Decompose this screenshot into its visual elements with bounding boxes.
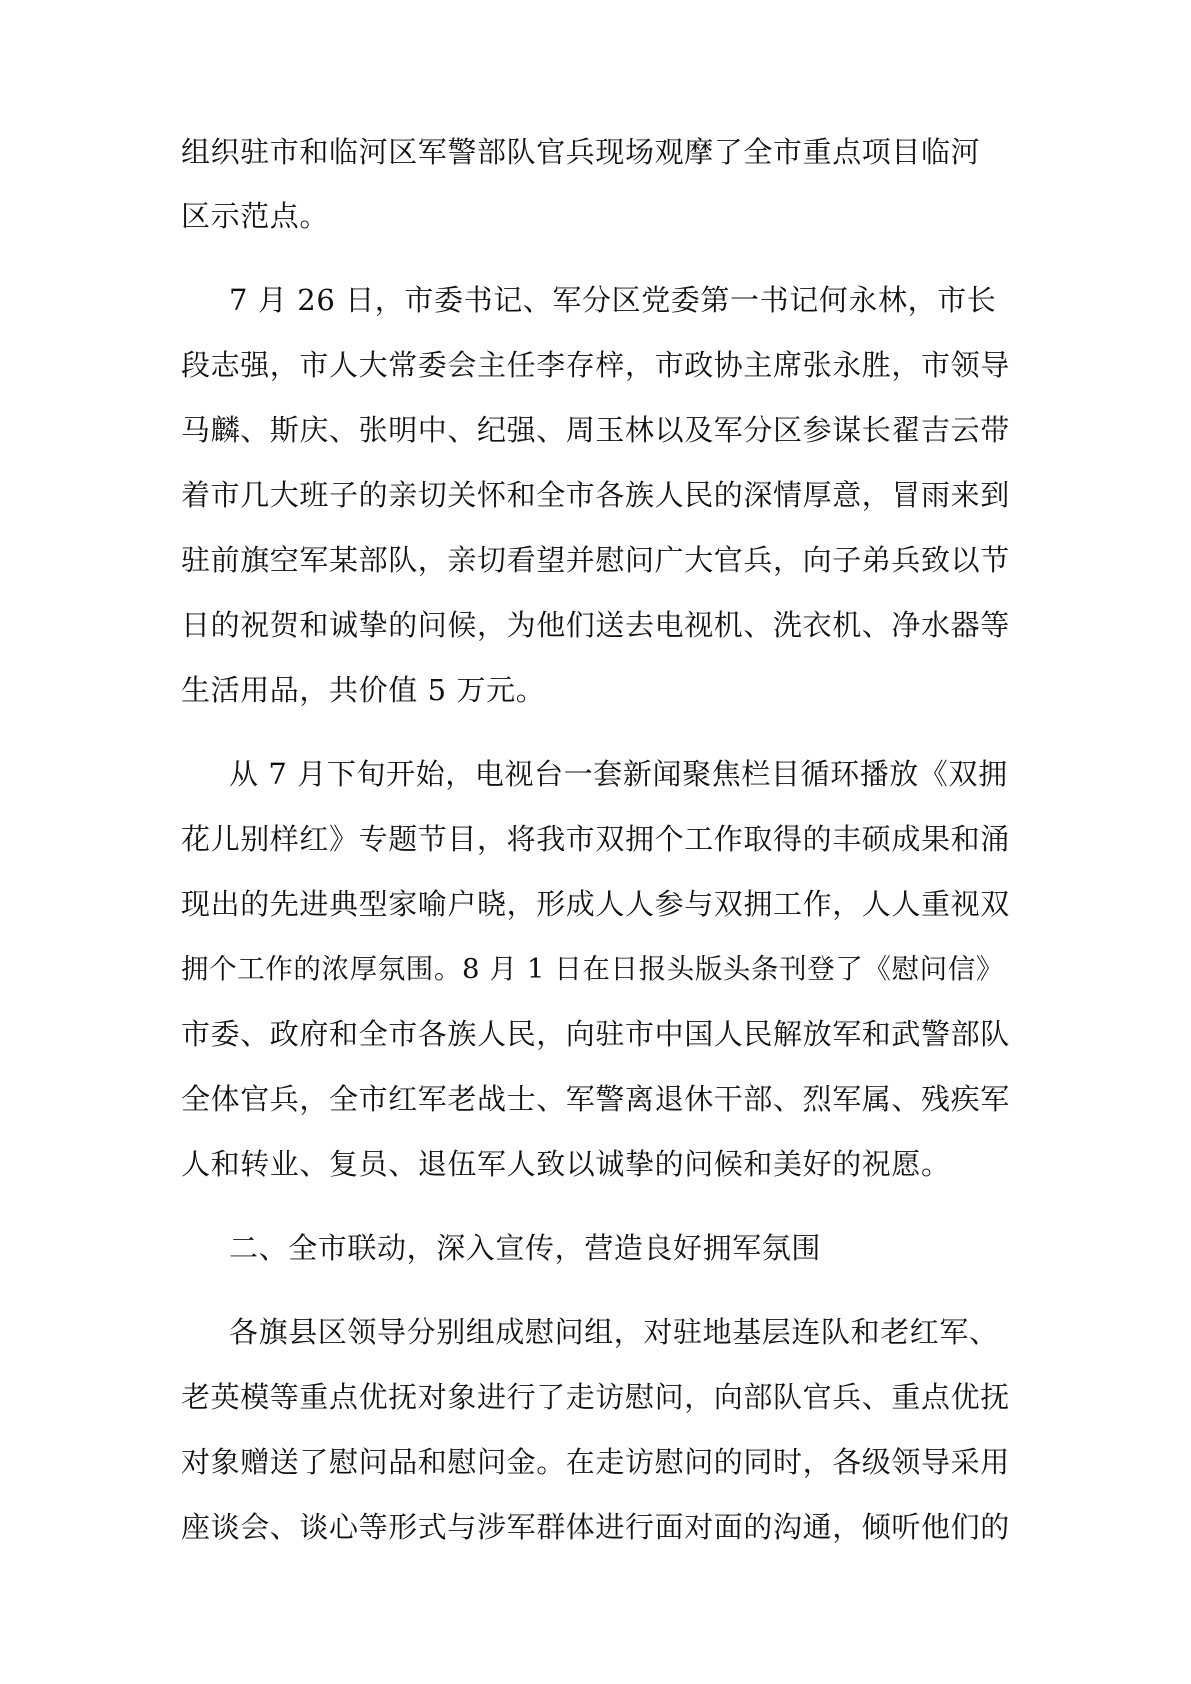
text-line: 市委、政府和全市各族人民，向驻市中国人民解放军和武警部队 [181, 1017, 1010, 1051]
text-line: 日的祝贺和诚挚的问候，为他们送去电视机、洗衣机、净水器等 [181, 608, 1010, 642]
text-line: 座谈会、谈心等形式与涉军群体进行面对面的沟通，倾听他们的 [181, 1510, 1010, 1544]
text-line: 花儿别样红》专题节目，将我市双拥个工作取得的丰硕成果和涌 [181, 822, 1010, 856]
text-line: 老英模等重点优抚对象进行了走访慰问，向部队官兵、重点优抚 [181, 1380, 1010, 1414]
text-line: 生活用品，共价值 5 万元。 [181, 673, 546, 707]
text-line: 全体官兵，全市红军老战士、军警离退休干部、烈军属、残疾军 [181, 1082, 1010, 1116]
text-line: 现出的先进典型家喻户晓，形成人人参与双拥工作，人人重视双 [181, 887, 1010, 921]
text-line: 从 7 月下旬开始，电视台一套新闻聚焦栏目循环播放《双拥 [229, 757, 1008, 791]
text-line: 驻前旗空军某部队，亲切看望并慰问广大官兵，向子弟兵致以节 [181, 543, 1010, 577]
text-line: 拥个工作的浓厚氛围。8 月 1 日在日报头版头条刊登了《慰问信》 [181, 953, 1004, 985]
text-line: 各旗县区领导分别组成慰问组，对驻地基层连队和老红军、 [229, 1315, 999, 1349]
text-line: 区示范点。 [181, 199, 330, 233]
text-line: 组织驻市和临河区军警部队官兵现场观摩了全市重点项目临河 [181, 135, 981, 169]
text-line: 段志强，市人大常委会主任李存梓，市政协主席张永胜，市领导 [181, 348, 1010, 382]
text-line: 对象赠送了慰问品和慰问金。在走访慰问的同时，各级领导采用 [181, 1445, 1010, 1479]
text-line: 人和转业、复员、退伍军人致以诚挚的问候和美好的祝愿。 [181, 1147, 951, 1181]
text-line: 着市几大班子的亲切关怀和全市各族人民的深情厚意，冒雨来到 [181, 478, 1010, 512]
text-line: 马麟、斯庆、张明中、纪强、周玉林以及军分区参谋长翟吉云带 [181, 413, 1010, 447]
section-heading: 二、全市联动，深入宣传，营造良好拥军氛围 [229, 1231, 822, 1265]
text-line: 7 月 26 日，市委书记、军分区党委第一书记何永林，市长 [229, 283, 997, 317]
